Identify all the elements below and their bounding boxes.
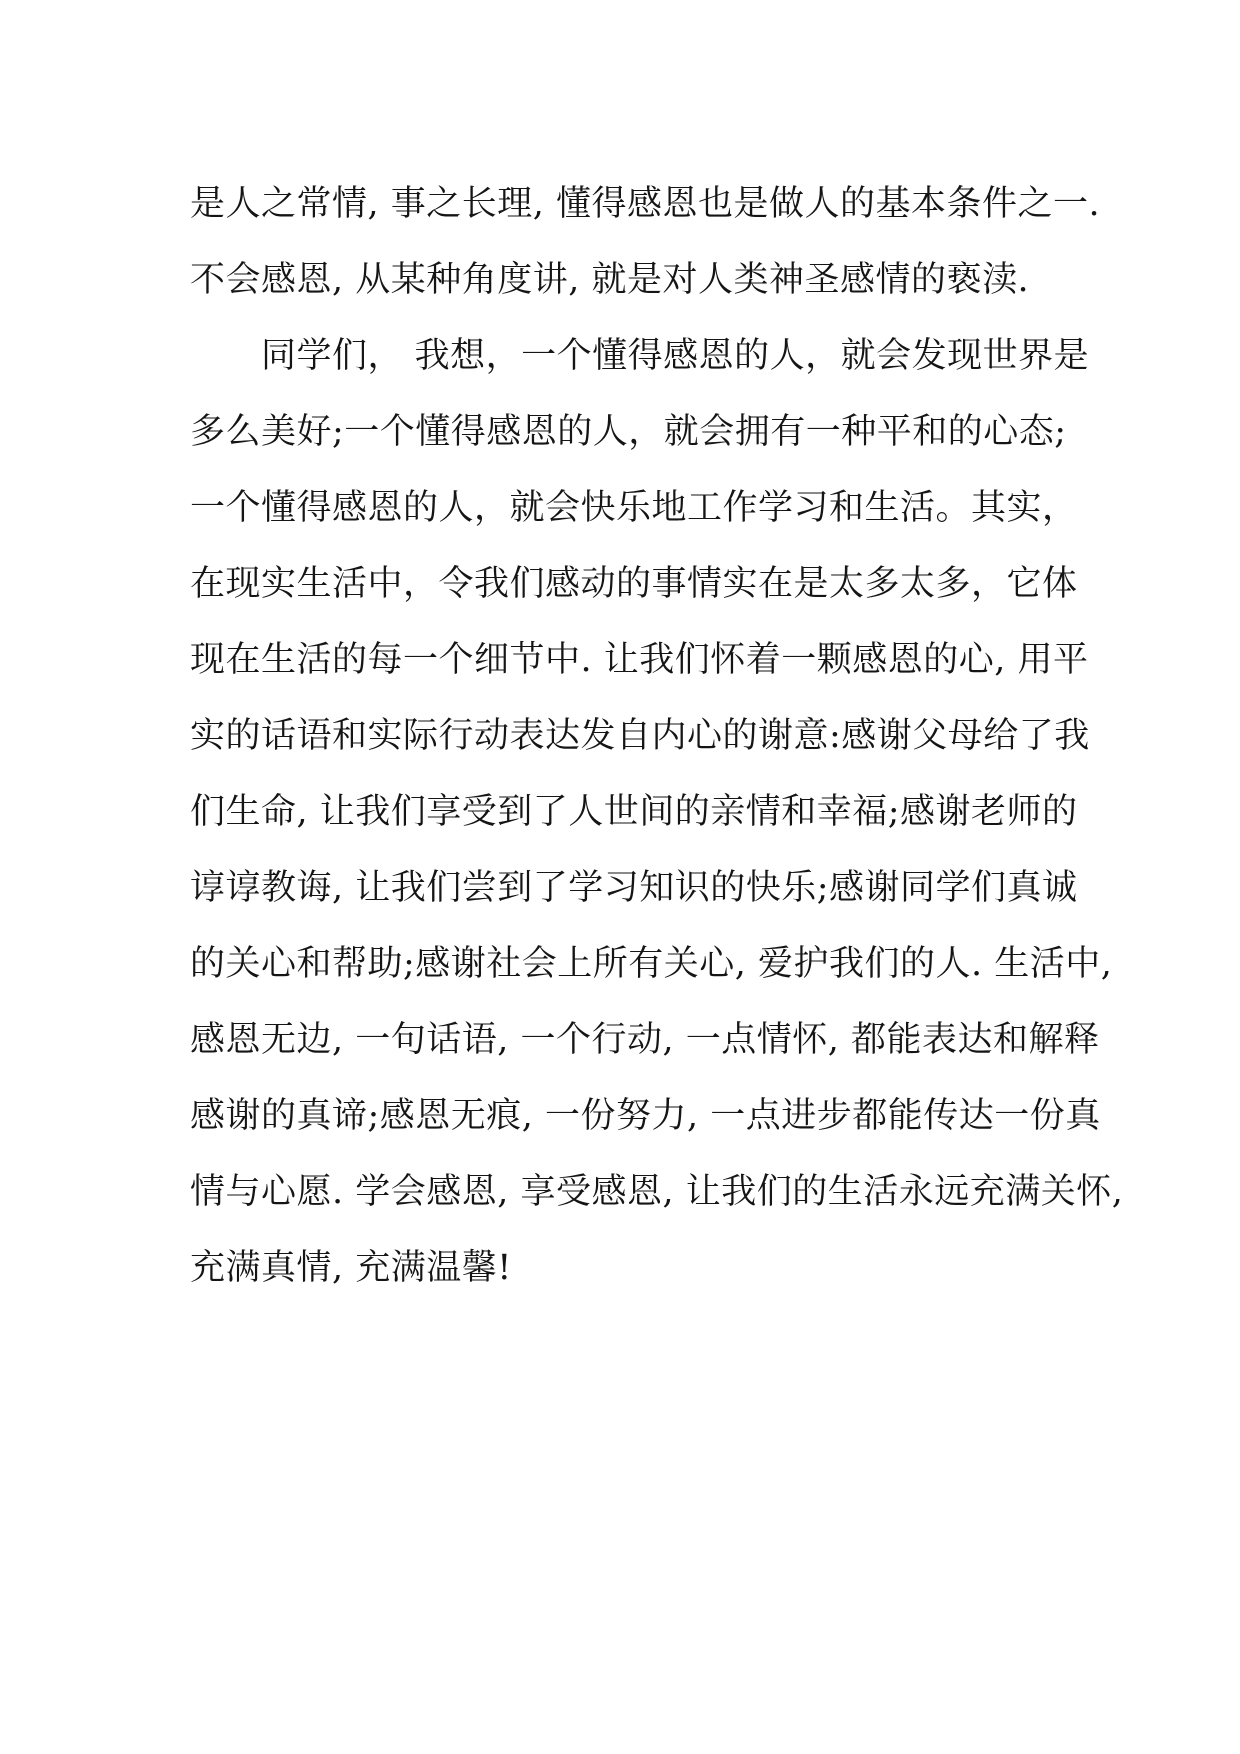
text-line: 充满真情, 充满温馨!	[190, 1248, 512, 1288]
text-line: 感谢的真谛;感恩无痕, 一份努力, 一点进步都能传达一份真	[190, 1096, 1101, 1136]
text-line: 一个懂得感恩的人，就会快乐地工作学习和生活。其实，	[190, 488, 1078, 528]
text-line: 是人之常情, 事之长理, 懂得感恩也是做人的基本条件之一.	[190, 184, 1101, 224]
text-line: 不会感恩, 从某种角度讲, 就是对人类神圣感情的亵渎.	[190, 260, 1030, 300]
text-line: 的关心和帮助;感谢社会上所有关心, 爱护我们的人. 生活中,	[190, 944, 1113, 984]
text-line: 谆谆教诲, 让我们尝到了学习知识的快乐;感谢同学们真诚	[190, 868, 1078, 908]
text-line: 实的话语和实际行动表达发自内心的谢意:感谢父母给了我	[190, 716, 1090, 756]
text-line: 感恩无边, 一句话语, 一个行动, 一点情怀, 都能表达和解释	[190, 1020, 1100, 1060]
text-line: 同学们， 我想，一个懂得感恩的人，就会发现世界是	[190, 336, 1090, 376]
body-text	[190, 166, 1124, 1306]
text-line: 情与心愿. 学会感恩, 享受感恩, 让我们的生活永远充满关怀,	[190, 1172, 1124, 1212]
text-line: 们生命, 让我们享受到了人世间的亲情和幸福;感谢老师的	[190, 792, 1078, 832]
text-line: 在现实生活中，令我们感动的事情实在是太多太多，它体	[190, 564, 1078, 604]
text-line: 多么美好;一个懂得感恩的人，就会拥有一种平和的心态;	[190, 412, 1067, 452]
text-line: 现在生活的每一个细节中. 让我们怀着一颗感恩的心, 用平	[190, 640, 1089, 680]
